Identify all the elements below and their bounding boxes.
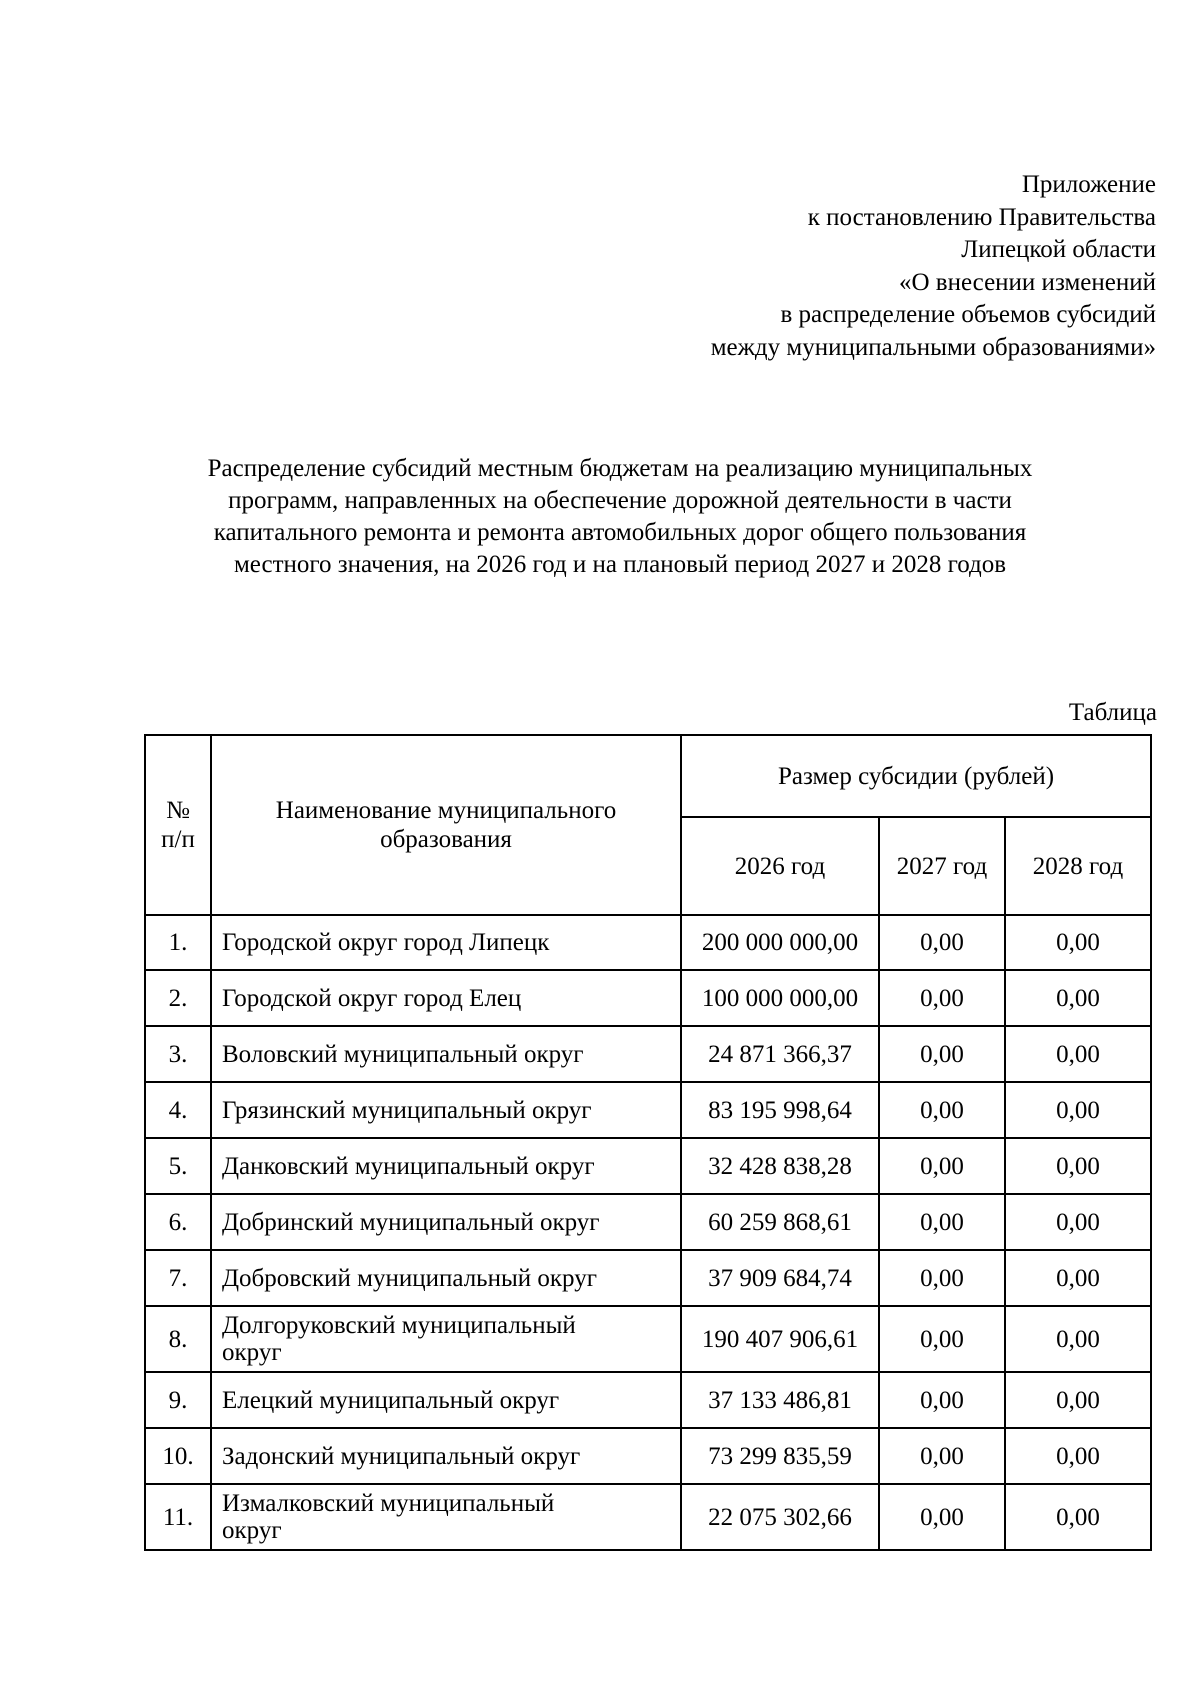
- municipality-name-line: Задонский муниципальный округ: [222, 1442, 581, 1470]
- municipality-name-line: Долгоруковский муниципальный: [222, 1312, 576, 1339]
- title-line: программ, направленных на обеспечение дорожной деятельности в части: [228, 487, 1012, 514]
- municipality-name: [211, 1250, 681, 1306]
- municipality-name-line: округ: [222, 1517, 282, 1544]
- subsidy-2026: 24 871 366,37: [681, 1026, 879, 1082]
- subsidy-2027: 0,00: [879, 1372, 1005, 1428]
- row-number: 10.: [145, 1428, 211, 1484]
- subsidy-2028: 0,00: [1005, 915, 1151, 970]
- municipality-name-line: Воловский муниципальный округ: [222, 1040, 584, 1068]
- municipality-name: [211, 1372, 681, 1428]
- municipality-name-line: Грязинский муниципальный округ: [222, 1096, 592, 1124]
- municipality-name: [211, 1082, 681, 1138]
- row-number: 6.: [145, 1194, 211, 1250]
- subsidy-2028: 0,00: [1005, 1372, 1151, 1428]
- subsidy-2026: 83 195 998,64: [681, 1082, 879, 1138]
- row-number: 7.: [145, 1250, 211, 1306]
- table-row: [145, 970, 1151, 1026]
- table-row: [145, 1082, 1151, 1138]
- subsidy-2026: 190 407 906,61: [681, 1306, 879, 1372]
- municipality-name: [211, 970, 681, 1026]
- municipality-name: [211, 1428, 681, 1484]
- header-row: [145, 735, 1151, 817]
- municipality-name: [211, 1306, 681, 1372]
- subsidy-2027: 0,00: [879, 1306, 1005, 1372]
- subsidy-2028: 0,00: [1005, 1250, 1151, 1306]
- subsidy-2027: 0,00: [879, 1428, 1005, 1484]
- subsidy-2026: 37 909 684,74: [681, 1250, 879, 1306]
- municipality-name-line: Елецкий муниципальный округ: [222, 1386, 560, 1414]
- table-row: [145, 1484, 1151, 1550]
- header-year-2026: 2026 год: [681, 817, 879, 915]
- subsidy-2026: 60 259 868,61: [681, 1194, 879, 1250]
- title-line: местного значения, на 2026 год и на плановый период 2027 и 2028 годов: [233, 551, 1007, 578]
- table-row: [145, 1026, 1151, 1082]
- municipality-name: [211, 1194, 681, 1250]
- subsidy-2028: 0,00: [1005, 1428, 1151, 1484]
- title-line: капитального ремонта и ремонта автомобильных дорог общего пользования: [213, 519, 1027, 546]
- municipality-name-line: Измалковский муниципальный: [222, 1490, 555, 1517]
- subsidy-2027: 0,00: [879, 970, 1005, 1026]
- subsidy-2027: 0,00: [879, 1194, 1005, 1250]
- subsidy-2027: 0,00: [879, 1026, 1005, 1082]
- appendix-line: между муниципальными образованиями»: [710, 333, 1156, 361]
- row-number: 2.: [145, 970, 211, 1026]
- municipality-name-line: Данковский муниципальный округ: [222, 1152, 595, 1180]
- appendix-line: Приложение: [1021, 171, 1156, 198]
- subsidy-2026: 73 299 835,59: [681, 1428, 879, 1484]
- appendix-block: [711, 169, 1156, 364]
- subsidy-2027: 0,00: [879, 1082, 1005, 1138]
- row-number: 3.: [145, 1026, 211, 1082]
- row-number: 9.: [145, 1372, 211, 1428]
- municipality-name: [211, 1026, 681, 1082]
- subsidy-2028: 0,00: [1005, 1138, 1151, 1194]
- subsidy-2026: 22 075 302,66: [681, 1484, 879, 1550]
- table-row: [145, 915, 1151, 970]
- document-title: [140, 453, 1100, 581]
- municipality-name: [211, 915, 681, 970]
- appendix-line: в распределение объемов субсидий: [780, 301, 1156, 328]
- appendix-line: Липецкой области: [961, 236, 1156, 263]
- title-line: Распределение субсидий местным бюджетам на реализацию муниципальных: [207, 455, 1033, 482]
- header-year-2028: 2028 год: [1005, 817, 1151, 915]
- header-year-2027: 2027 год: [879, 817, 1005, 915]
- appendix-line: к постановлению Правительства: [807, 203, 1156, 231]
- header-municipality-line: Наименование муниципального: [275, 797, 617, 824]
- subsidy-table: [144, 734, 1152, 1551]
- subsidy-2026: 200 000 000,00: [681, 915, 879, 970]
- table-row: [145, 1194, 1151, 1250]
- subsidy-2028: 0,00: [1005, 1194, 1151, 1250]
- table-row: [145, 1372, 1151, 1428]
- municipality-name-line: Добровский муниципальный округ: [222, 1264, 597, 1292]
- row-number: 1.: [145, 915, 211, 970]
- subsidy-2026: 32 428 838,28: [681, 1138, 879, 1194]
- subsidy-2027: 0,00: [879, 915, 1005, 970]
- subsidy-2026: 37 133 486,81: [681, 1372, 879, 1428]
- header-number: [145, 735, 211, 915]
- subsidy-2028: 0,00: [1005, 1306, 1151, 1372]
- subsidy-2027: 0,00: [879, 1484, 1005, 1550]
- subsidy-2028: 0,00: [1005, 1026, 1151, 1082]
- table-row: [145, 1428, 1151, 1484]
- header-number-line: п/п: [161, 826, 195, 853]
- municipality-name-line: Городской округ город Елец: [222, 984, 522, 1012]
- appendix-line: «О внесении изменений: [898, 268, 1156, 296]
- municipality-name-line: Городской округ город Липецк: [222, 929, 550, 956]
- subsidy-2028: 0,00: [1005, 970, 1151, 1026]
- row-number: 5.: [145, 1138, 211, 1194]
- header-number-line: №: [166, 797, 190, 824]
- table-row: [145, 1306, 1151, 1372]
- header-subsidy-size: Размер субсидии (рублей): [681, 735, 1151, 817]
- row-number: 8.: [145, 1306, 211, 1372]
- subsidy-2027: 0,00: [879, 1250, 1005, 1306]
- row-number: 11.: [145, 1484, 211, 1550]
- municipality-name-line: Добринский муниципальный округ: [222, 1208, 600, 1236]
- subsidy-2027: 0,00: [879, 1138, 1005, 1194]
- header-municipality: [211, 735, 681, 915]
- row-number: 4.: [145, 1082, 211, 1138]
- subsidy-2026: 100 000 000,00: [681, 970, 879, 1026]
- subsidy-2028: 0,00: [1005, 1484, 1151, 1550]
- header-municipality-line: образования: [380, 826, 512, 853]
- subsidy-2028: 0,00: [1005, 1082, 1151, 1138]
- municipality-name-line: округ: [222, 1339, 282, 1366]
- table-row: [145, 1138, 1151, 1194]
- table-caption: Таблица: [1068, 699, 1157, 726]
- municipality-name: [211, 1484, 681, 1550]
- municipality-name: [211, 1138, 681, 1194]
- table-row: [145, 1250, 1151, 1306]
